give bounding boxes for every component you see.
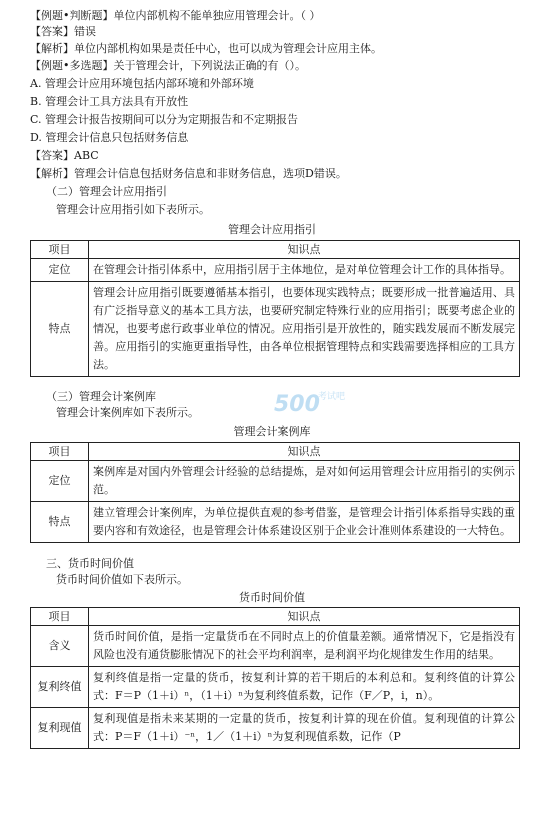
table-row — [31, 461, 520, 502]
row-content: 复利现值是指未来某期的一定量的货币，按复利计算的现在价值。复利现值的计算公式：P＝F（1＋i）⁻ⁿ，1／（1＋i）ⁿ为复利现值系数，记作（P — [89, 708, 520, 749]
table-row — [31, 502, 520, 543]
analysis-1: 【解析】单位内部机构如果是责任中心，也可以成为管理会计应用主体。 — [30, 42, 382, 55]
header-knowledge: 知识点 — [89, 443, 520, 461]
watermark-logo — [272, 385, 352, 419]
row-label: 含义 — [31, 626, 89, 667]
header-knowledge: 知识点 — [89, 241, 520, 259]
header-knowledge: 知识点 — [89, 608, 520, 626]
option-b: B. 管理会计工具方法具有开放性 — [30, 95, 189, 108]
header-item: 项目 — [31, 608, 89, 626]
row-content: 案例库是对国内外管理会计经验的总结提炼，是对如何运用管理会计应用指引的实例示范。 — [89, 461, 520, 502]
table2-caption: 管理会计案例库 — [233, 425, 311, 438]
answer-2: 【答案】ABC — [30, 149, 99, 162]
option-c: C. 管理会计报告按期间可以分为定期报告和不定期报告 — [30, 113, 299, 126]
option-a: A. 管理会计应用环境包括内部环境和外部环境 — [30, 77, 254, 90]
question-judgment: 【例题•判断题】单位内部机构不能单独应用管理会计。（ ） — [30, 9, 321, 22]
table-time-value — [30, 607, 520, 749]
watermark-number: 500 — [274, 392, 320, 417]
question-multiple: 【例题•多选题】关于管理会计，下列说法正确的有（）。 — [30, 59, 306, 72]
row-content: 建立管理会计案例库，为单位提供直观的参考借鉴，是管理会计指引体系指导实践的重要内容和有效途径，也是管理会计体系建设区别于企业会计准则体系建设的一大特色。 — [89, 502, 520, 543]
table-row — [31, 667, 520, 708]
row-label: 复利终值 — [31, 667, 89, 708]
header-item: 项目 — [31, 241, 89, 259]
watermark-text: 考试吧 — [318, 392, 346, 402]
answer-1: 【答案】错误 — [30, 25, 96, 38]
header-item: 项目 — [31, 443, 89, 461]
table-row — [31, 708, 520, 749]
option-d: D. 管理会计信息只包括财务信息 — [30, 131, 189, 144]
row-label: 特点 — [31, 282, 89, 377]
row-content: 货币时间价值，是指一定量货币在不同时点上的价值量差额。通常情况下，它是指没有风险也没有通货膨胀情况下的社会平均利润率，是利润平均化规律发生作用的结果。 — [89, 626, 520, 667]
section-title-4: 三、货币时间价值 — [46, 557, 134, 570]
row-label: 定位 — [31, 461, 89, 502]
section-intro-3: 管理会计案例库如下表所示。 — [56, 406, 199, 419]
row-content: 管理会计应用指引既要遵循基本指引，也要体现实践特点；既要形成一批普遍适用、具有广泛指导意义的基本工具方法，也要研究制定特殊行业的应用指引；既要考虑企业的情况，也要考虑行政事业单位的情况。应用指引是开放性的，随实践发展而不断发展完善。应用指引的实施更重指导性，由各单位根据管理特点和实践需要选择相应的工具方法。 — [89, 282, 520, 377]
section-intro-2: 管理会计应用指引如下表所示。 — [56, 203, 210, 216]
row-label: 定位 — [31, 259, 89, 282]
table3-caption: 货币时间价值 — [239, 591, 305, 604]
row-label: 特点 — [31, 502, 89, 543]
row-content: 在管理会计指引体系中，应用指引居于主体地位，是对单位管理会计工作的具体指导。 — [89, 259, 520, 282]
table-header-row — [31, 241, 520, 259]
table-row — [31, 259, 520, 282]
table-case-library — [30, 442, 520, 543]
table-row — [31, 282, 520, 377]
section-intro-4: 货币时间价值如下表所示。 — [56, 573, 188, 586]
table-application-guide — [30, 240, 520, 377]
table-header-row — [31, 608, 520, 626]
table1-caption: 管理会计应用指引 — [228, 223, 316, 236]
table-row — [31, 626, 520, 667]
row-content: 复利终值是指一定量的货币，按复利计算的若干期后的本利总和。复利终值的计算公式：F＝P（1＋i）ⁿ，（1＋i）ⁿ为复利终值系数，记作（F／P，i，n）。 — [89, 667, 520, 708]
table-header-row — [31, 443, 520, 461]
analysis-2: 【解析】管理会计信息包括财务信息和非财务信息，选项D错误。 — [30, 167, 347, 180]
section-title-2: （二）管理会计应用指引 — [46, 185, 167, 198]
row-label: 复利现值 — [31, 708, 89, 749]
section-title-3: （三）管理会计案例库 — [46, 390, 156, 403]
